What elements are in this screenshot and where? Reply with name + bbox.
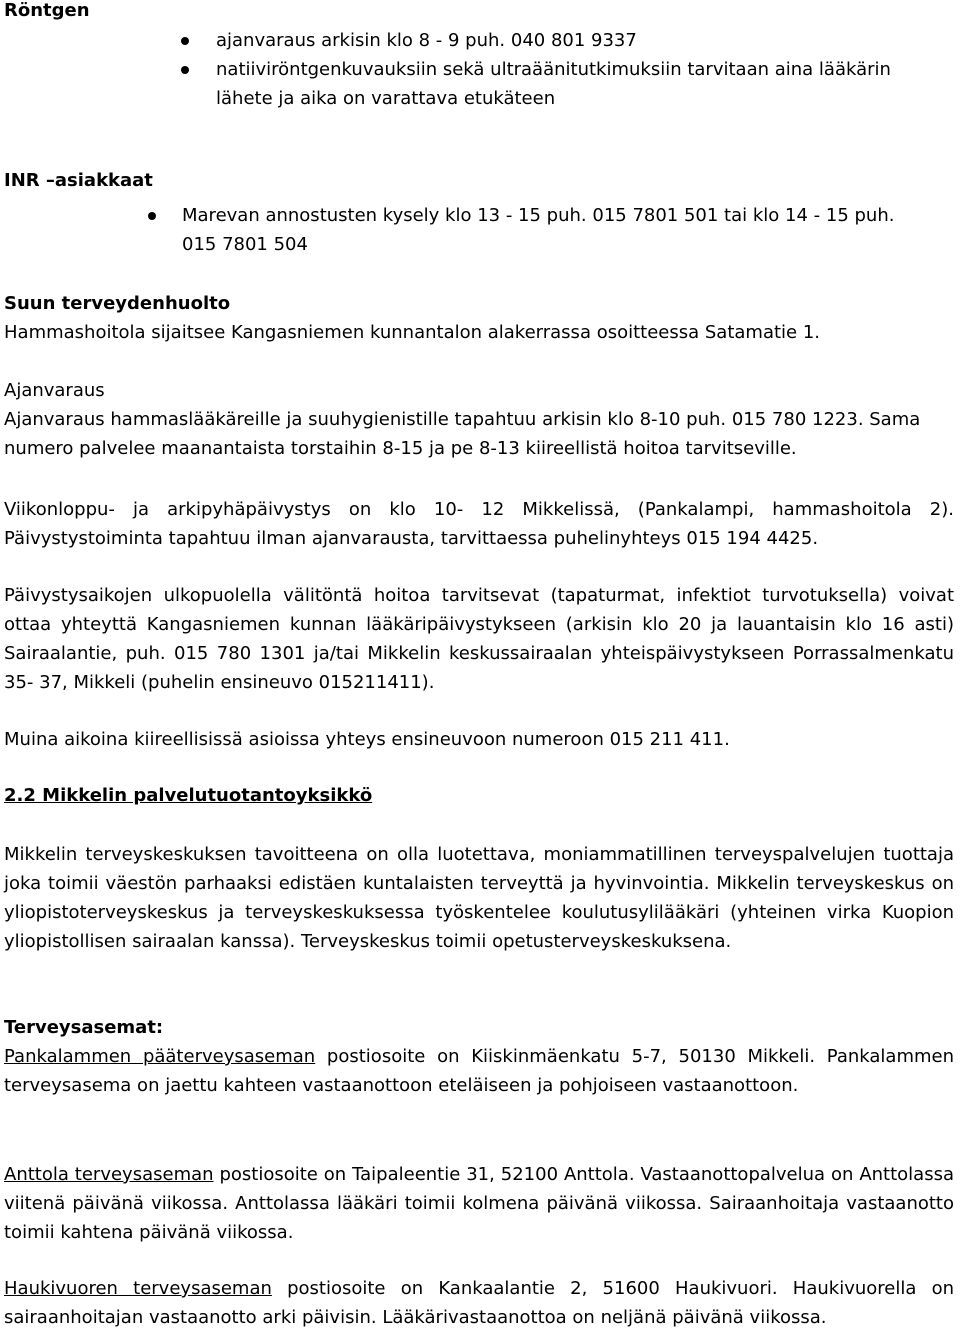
ajanvaraus-text: Ajanvaraus hammaslääkäreille ja suuhygienistille tapahtuu arkisin klo 8-10 puh. 015 780 1223. Sama numero palvelee maanantaista torstaihin 8-15 ja pe 8-13 kiireellistä hoitoa tarvitseville. [4, 409, 921, 459]
ajanvaraus-label: Ajanvaraus [4, 380, 105, 401]
station-anttola: Anttola terveysaseman postiosoite on Taipaleentie 31, 52100 Anttola. Vastaanottopalvelua on Anttolassa viitenä päivänä viikossa. Anttolassa lääkäri toimii kolmena päivänä viikossa. Sairaanhoitaja vastaanotto toimii kahtena päivänä viikossa. [4, 1164, 954, 1243]
list-item: Marevan annostusten kysely klo 13 - 15 puh. 015 7801 501 tai klo 14 - 15 puh. 015 7801 504 [0, 201, 922, 259]
mikkeli-intro: Mikkelin terveyskeskuksen tavoitteena on olla luotettava, moniammatillinen terveyspalvelujen tuottaja joka toimii väestön parhaaksi edistäen kuntalaisten terveyttä ja hyvinvointia. Mikkelin terveyskeskus on yliopistoterveyskeskus ja terveyskeskuksessa työskentelee koulutusylilääkäri (yhteinen virka Kuopion yliopistollisen sairaalan kanssa). Terveyskeskus toimii opetusterveyskeskuksena. [4, 844, 954, 952]
station-name: Pankalammen pääterveysaseman [4, 1046, 316, 1067]
station-haukivuori: Haukivuoren terveysaseman postiosoite on Kankaalantie 2, 51600 Haukivuori. Haukivuorella on sairaanhoitajan vastaanotto arki päivisin. Lääkärivastaanottoa on neljänä päivänä viikossa. [4, 1278, 954, 1328]
mikkeli-heading: 2.2 Mikkelin palvelutuotantoyksikkö [4, 785, 373, 806]
station-name: Anttola terveysaseman [4, 1164, 214, 1185]
terveysasemat-heading: Terveysasemat: [4, 1017, 164, 1038]
bullet-icon [181, 37, 189, 45]
list-item: ajanvaraus arkisin klo 8 - 9 puh. 040 801 9337 [0, 26, 936, 55]
list-item: natiiviröntgenkuvauksiin sekä ultraäänitutkimuksiin tarvitaan aina lääkärin lähete ja aika on varattava etukäteen [0, 55, 946, 113]
paivystys-text: Päivystysaikojen ulkopuolella välitöntä hoitoa tarvitsevat (tapaturmat, infektiot turvotuksella) voivat ottaa yhteyttä Kangasniemen kunnan lääkäripäivystykseen (arkisin klo 20 ja lauantaisin klo 16 asti) Sairaalantie, puh. 015 780 1301 ja/tai Mikkelin keskussairaalan yhteispäivystykseen Porrassalmenkatu 35- 37, Mikkeli (puhelin ensineuvo 015211411). [4, 585, 954, 693]
suun-intro: Hammashoitola sijaitsee Kangasniemen kunnantalon alakerrassa osoitteessa Satamatie 1. [4, 322, 821, 343]
inr-heading: INR –asiakkaat [4, 170, 153, 191]
station-name: Haukivuoren terveysaseman [4, 1278, 272, 1299]
bullet-icon [148, 212, 156, 220]
station-pankalampi: Pankalammen pääterveysaseman postiosoite on Kiiskinmäenkatu 5-7, 50130 Mikkeli. Pankalammen terveysasema on jaettu kahteen vastaanottoon eteläiseen ja pohjoiseen vastaanottoon. [4, 1046, 955, 1096]
viikonloppu-text: Viikonloppu- ja arkipyhäpäivystys on klo 10- 12 Mikkelissä, (Pankalampi, hammashoitola 2). Päivystystoiminta tapahtuu ilman ajanvarausta, tarvittaessa puhelinyhteys 015 194 4425. [4, 499, 954, 549]
muina-text: Muina aikoina kiireellisissä asioissa yhteys ensineuvoon numeroon 015 211 411. [4, 729, 730, 750]
rontgen-list [0, 26, 960, 113]
bullet-icon [181, 66, 189, 74]
inr-list [0, 201, 960, 259]
rontgen-heading: Röntgen [4, 0, 90, 21]
suun-heading: Suun terveydenhuolto [4, 293, 231, 314]
